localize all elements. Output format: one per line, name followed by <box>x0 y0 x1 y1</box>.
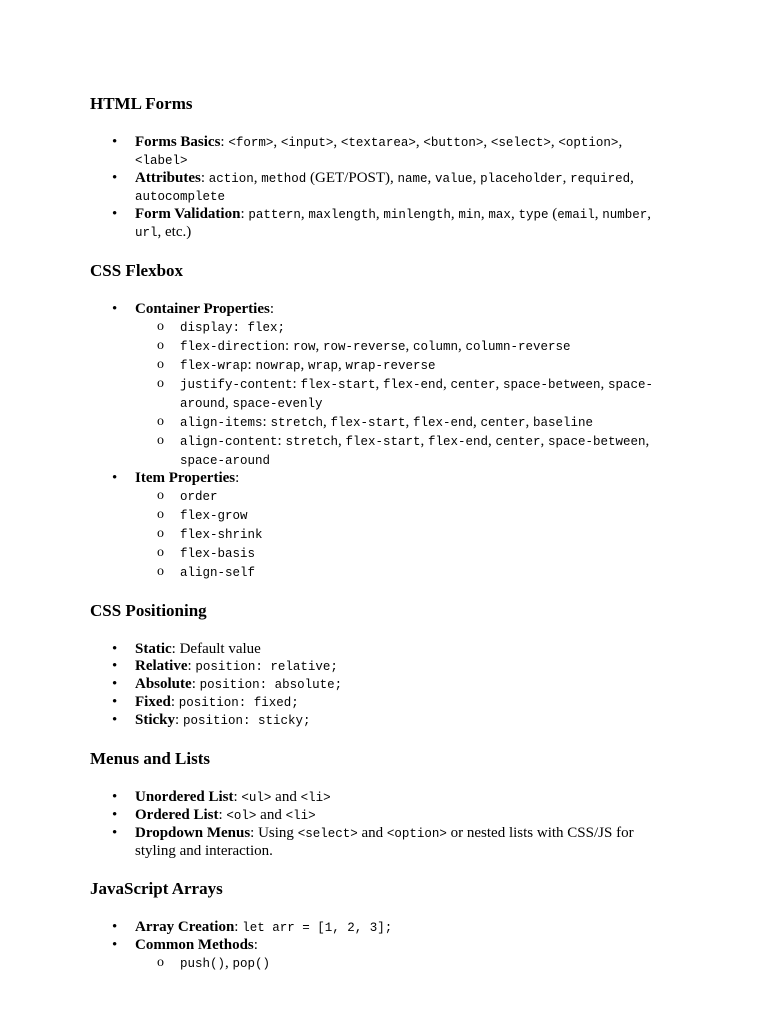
item-text: , <box>562 170 571 186</box>
item-label: Array Creation <box>135 919 235 935</box>
sub-list-item <box>135 487 670 506</box>
list-item <box>90 825 670 860</box>
code-term: <li> <box>300 791 331 805</box>
sub-list-item <box>135 337 670 356</box>
code-term: email <box>557 208 595 222</box>
item-text: , <box>450 206 459 222</box>
code-term: <select> <box>490 136 551 150</box>
code-term: <input> <box>280 136 334 150</box>
item-text: : Using <box>250 825 298 841</box>
code-term: <ol> <box>226 809 257 823</box>
code-term: stretch <box>270 416 323 430</box>
item-text: : <box>292 376 301 392</box>
item-text: , <box>645 433 650 449</box>
code-term: column-reverse <box>465 340 571 354</box>
sub-list-item <box>135 413 670 432</box>
sub-list-item <box>135 356 670 375</box>
item-text: : <box>235 470 240 486</box>
list-item <box>90 676 670 694</box>
sub-list-item <box>135 954 670 973</box>
code-term: action <box>208 172 254 186</box>
item-text: , <box>300 357 308 373</box>
code-term: number <box>602 208 648 222</box>
code-term: flex-end <box>427 435 488 449</box>
item-text: , <box>333 134 341 150</box>
item-text: , <box>273 134 281 150</box>
section-html-forms <box>90 94 670 242</box>
code-term: <button> <box>423 136 484 150</box>
code-term: space-between <box>548 435 646 449</box>
code-term: push() <box>180 957 226 971</box>
item-text: and <box>256 807 286 823</box>
item-text: , <box>594 206 603 222</box>
item-text: , <box>337 433 346 449</box>
section-title: HTML Forms <box>90 94 193 113</box>
bullet-list <box>90 789 670 860</box>
list-item <box>90 170 670 206</box>
code-term: flex-wrap <box>180 359 248 373</box>
code-term: value <box>435 172 473 186</box>
code-term: maxlength <box>308 208 376 222</box>
item-text: : Default value <box>171 641 261 657</box>
item-label: Relative <box>135 658 188 674</box>
item-label: Forms Basics <box>135 134 221 150</box>
code-term: space-around <box>180 454 271 468</box>
item-text: , <box>337 357 346 373</box>
item-text: , <box>525 414 533 430</box>
list-item <box>90 919 670 937</box>
code-term: <li> <box>285 809 316 823</box>
sub-list-item <box>135 375 670 413</box>
item-text: , <box>495 376 503 392</box>
item-label: Item Properties <box>135 470 236 486</box>
code-term: min <box>458 208 481 222</box>
code-term: minlength <box>383 208 451 222</box>
code-term: baseline <box>533 416 594 430</box>
item-label: Ordered List <box>135 807 219 823</box>
item-text: : <box>187 658 196 674</box>
code-term: pop() <box>232 957 271 971</box>
code-term: display: flex; <box>180 321 286 335</box>
code-term: position: absolute; <box>199 678 343 692</box>
bullet-list <box>90 641 670 730</box>
code-term: row <box>292 340 316 354</box>
item-text: , <box>225 955 233 971</box>
item-text: : <box>262 414 271 430</box>
code-term: flex-basis <box>180 547 256 561</box>
item-text: , <box>405 338 413 354</box>
item-text: , <box>618 134 623 150</box>
code-term: flex-start <box>300 378 376 392</box>
item-label: Fixed <box>135 694 171 710</box>
sub-list-item <box>135 318 670 337</box>
item-text: , <box>442 376 451 392</box>
sub-list <box>135 954 670 973</box>
item-text: , <box>300 206 309 222</box>
code-term: space-evenly <box>232 397 323 411</box>
section-title: CSS Positioning <box>90 601 207 620</box>
code-term: wrap-reverse <box>345 359 436 373</box>
sub-list <box>135 487 670 582</box>
sub-list-item <box>135 432 670 470</box>
code-term: type <box>518 208 549 222</box>
code-term: required <box>570 172 631 186</box>
item-label: Unordered List <box>135 789 234 805</box>
item-text: or nested lists with CSS/JS for styling and interaction. <box>135 825 634 859</box>
bullet-list <box>90 301 670 582</box>
item-text: : <box>269 301 275 317</box>
item-text: , <box>510 206 519 222</box>
item-text: , <box>315 338 323 354</box>
sub-list-item <box>135 563 670 582</box>
section-title: Menus and Lists <box>90 749 210 768</box>
sub-list-item <box>135 506 670 525</box>
item-text: (GET/POST), <box>306 170 398 186</box>
section-css-positioning <box>90 601 670 730</box>
code-term: space-around <box>180 378 654 411</box>
item-text: : <box>220 134 229 150</box>
code-term: name <box>397 172 428 186</box>
code-term: align-self <box>180 566 256 580</box>
item-text: , <box>472 414 481 430</box>
item-text: , <box>415 134 424 150</box>
item-label: Container Properties <box>135 301 270 317</box>
item-text: , <box>420 433 428 449</box>
item-text: : <box>285 338 293 354</box>
sub-list <box>135 318 670 470</box>
item-label: Static <box>135 641 172 657</box>
code-term: <select> <box>297 827 358 841</box>
list-item <box>90 641 670 658</box>
list-item <box>90 712 670 730</box>
code-term: max <box>488 208 511 222</box>
item-text: , <box>540 433 549 449</box>
code-term: column <box>412 340 458 354</box>
code-term: center <box>450 378 496 392</box>
item-text: , <box>550 134 559 150</box>
code-term: nowrap <box>255 359 301 373</box>
code-term: <label> <box>135 154 188 168</box>
code-term: order <box>180 490 218 504</box>
section-title: CSS Flexbox <box>90 261 184 280</box>
code-term: row-reverse <box>322 340 406 354</box>
item-text: , <box>600 376 609 392</box>
code-term: <option> <box>558 136 619 150</box>
code-term: flex-end <box>412 416 473 430</box>
item-text: and <box>271 789 301 805</box>
item-text: and <box>357 825 387 841</box>
item-text: : <box>200 170 209 186</box>
item-text: : <box>170 694 179 710</box>
item-text: : <box>218 807 227 823</box>
item-text: , <box>225 395 233 411</box>
list-item <box>90 301 670 470</box>
list-item <box>90 694 670 712</box>
code-term: position: fixed; <box>178 696 299 710</box>
code-term: flex-start <box>330 416 406 430</box>
item-text: , <box>458 338 466 354</box>
section-javascript-arrays <box>90 879 670 973</box>
item-label: Dropdown Menus <box>135 825 251 841</box>
code-term: justify-content <box>180 378 293 392</box>
list-item <box>90 789 670 807</box>
code-term: space-between <box>503 378 601 392</box>
bullet-list <box>90 919 670 973</box>
code-term: url <box>135 226 158 240</box>
item-text: , <box>488 433 496 449</box>
code-term: method <box>261 172 307 186</box>
item-text: , etc.) <box>157 224 192 240</box>
list-item <box>90 937 670 973</box>
item-text: : <box>240 206 249 222</box>
item-text: , <box>322 414 331 430</box>
code-term: flex-grow <box>180 509 248 523</box>
code-term: flex-direction <box>180 340 286 354</box>
list-item <box>90 658 670 676</box>
item-text: : <box>277 433 286 449</box>
code-term: <option> <box>386 827 447 841</box>
item-label: Sticky <box>135 712 176 728</box>
list-item <box>90 206 670 242</box>
code-term: wrap <box>307 359 338 373</box>
item-text: : <box>234 919 243 935</box>
code-term: <form> <box>228 136 274 150</box>
item-label: Form Validation <box>135 206 241 222</box>
item-label: Attributes <box>135 170 201 186</box>
code-term: position: sticky; <box>182 714 311 728</box>
section-title: JavaScript Arrays <box>90 879 223 898</box>
list-item <box>90 807 670 825</box>
document-page <box>90 94 670 992</box>
sub-list-item <box>135 544 670 563</box>
code-term: placeholder <box>480 172 563 186</box>
item-text: , <box>647 206 651 222</box>
code-term: flex-shrink <box>180 528 263 542</box>
item-label: Absolute <box>135 676 192 692</box>
item-text: , <box>253 170 262 186</box>
code-term: center <box>480 416 526 430</box>
item-text: : <box>191 676 200 692</box>
code-term: stretch <box>285 435 338 449</box>
code-term: autocomplete <box>135 190 226 204</box>
item-text: , <box>472 170 481 186</box>
item-text: : <box>175 712 183 728</box>
list-item <box>90 134 670 170</box>
section-css-flexbox <box>90 261 670 582</box>
item-text: : <box>233 789 242 805</box>
section-menus-and-lists <box>90 749 670 860</box>
item-text: , <box>375 206 384 222</box>
item-text: ( <box>548 206 558 222</box>
code-term: pattern <box>248 208 301 222</box>
code-term: center <box>495 435 541 449</box>
code-term: flex-start <box>345 435 421 449</box>
item-text: , <box>405 414 413 430</box>
item-text: : <box>253 937 258 953</box>
code-term: <textarea> <box>340 136 416 150</box>
item-text: , <box>483 134 491 150</box>
item-label: Common Methods <box>135 937 254 953</box>
item-text: , <box>630 170 634 186</box>
code-term: flex-end <box>382 378 443 392</box>
code-term: position: relative; <box>195 660 338 674</box>
bullet-list <box>90 134 670 242</box>
item-text: , <box>375 376 383 392</box>
code-term: let arr = [1, 2, 3]; <box>242 921 393 935</box>
sub-list-item <box>135 525 670 544</box>
item-text: , <box>480 206 489 222</box>
code-term: align-items <box>180 416 263 430</box>
code-term: <ul> <box>241 791 272 805</box>
list-item <box>90 470 670 582</box>
item-text: : <box>247 357 256 373</box>
code-term: align-content <box>180 435 278 449</box>
item-text: , <box>427 170 436 186</box>
